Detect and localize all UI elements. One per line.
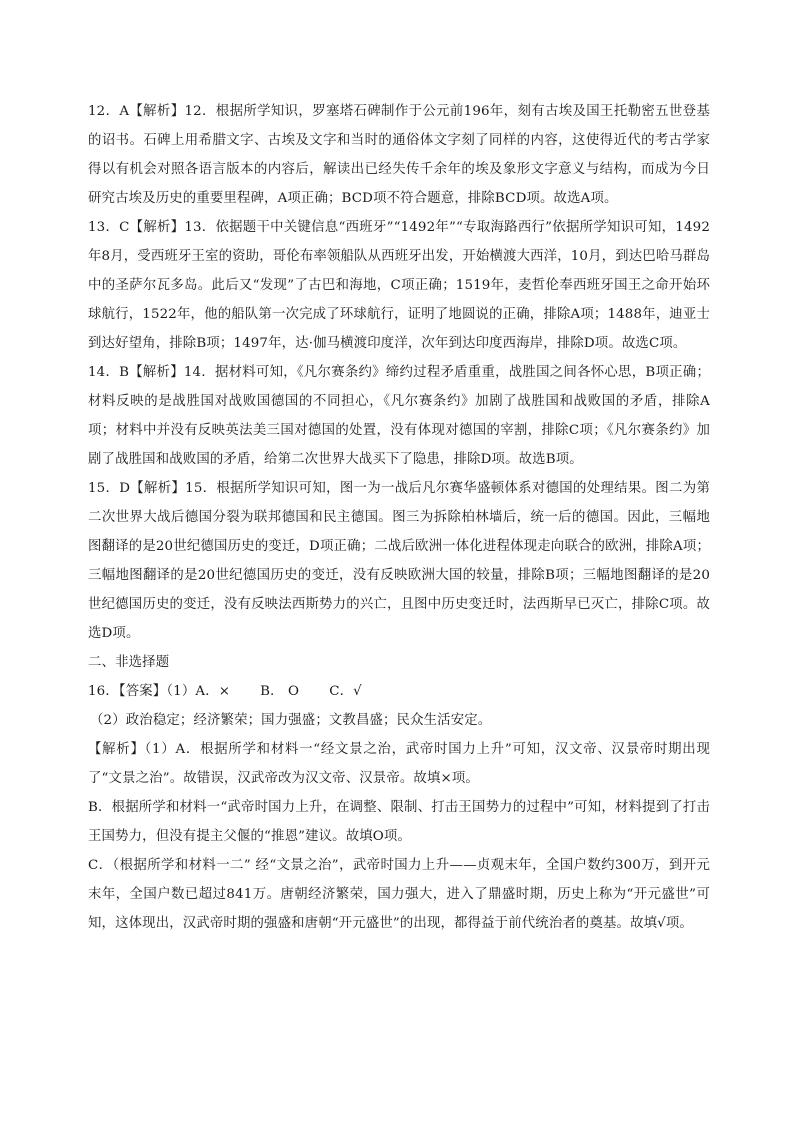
answer-16-line <box>88 677 710 706</box>
answer-16-part-c: C．√ <box>329 684 362 699</box>
answer-12-paragraph: 12．A【解析】12．根据所学知识，罗塞塔石碑制作于公元前196年，刻有古埃及国王托勒密五世登基的诏书。石碑上用希腊文字、古埃及文字和当时的通俗体文字刻了同样的内容，这使得近代的考古学家得以有机会对照各语言版本的内容后，解读出已经失传千余年的埃及象形文字意义与结构，而成为今日研究古埃及历史的重要里程碑，A项正确；BCD项不符合题意，排除BCD项。故选A项。 <box>88 104 710 206</box>
document-content <box>88 97 710 938</box>
answer-16-part-b: B． O <box>260 684 300 699</box>
answer-16-part2: （2）政治稳定；经济繁荣；国力强盛；文教昌盛；民众生活安定。 <box>90 713 492 728</box>
analysis-16-b: B．根据所学和材料一“武帝时国力上升，在调整、限制、打击王国势力的过程中”可知，材料提到了打击王国势力，但没有提主父偃的“推恩”建议。故填O项。 <box>88 800 710 844</box>
section-heading-non-choice: 二、非选择题 <box>88 655 170 670</box>
answer-13-paragraph: 13．C【解析】13．依据题干中关键信息“西班牙”“1492年”“专取海路西行”依据所学知识可知，1492年8月，受西班牙王室的资助，哥伦布率领船队从西班牙出发，开始横渡大西洋，10月，到达巴哈马群岛中的圣萨尔瓦多岛。此后又“发现”了古巴和海地，C项正确；1519年，麦哲伦奉西班牙国王之命开始环球航行，1522年，他的船队第一次完成了环球航行，证明了地圆说的正确，排除A项；1488年，迪亚士到达好望角，排除B项；1497年，达·伽马横渡印度洋，次年到达印度西海岸，排除D项。故选C项。 <box>88 220 710 351</box>
analysis-16-a: 【解析】（1）A．根据所学和材料一“经文景之治，武帝时国力上升”可知，汉文帝、汉景帝时期出现了“文景之治”。故错误，汉武帝改为汉文帝、汉景帝。故填×项。 <box>88 742 710 786</box>
answer-15-paragraph: 15．D【解析】15．根据所学知识可知，图一为一战后凡尔赛华盛顿体系对德国的处理结果。图二为第二次世界大战后德国分裂为联邦德国和民主德国。图三为拆除柏林墙后，统一后的德国。因此，三幅地图翻译的是20世纪德国历史的变迁，D项正确；二战后欧洲一体化进程体现走向联合的欧洲，排除A项；三幅地图翻译的是20世纪德国历史的变迁，没有反映欧洲大国的较量，排除B项；三幅地图翻译的是20世纪德国历史的变迁，没有反映法西斯势力的兴亡，且图中历史变迁时，法西斯早已灭亡，排除C项。故选D项。 <box>88 481 710 641</box>
answer-16-part-a: 16．【答案】（1）A．× <box>88 684 231 699</box>
analysis-16-c: C．（根据所学和材料一二” 经“文景之治”，武帝时国力上升——贞观末年，全国户数约300万，到开元末年，全国户数已超过841万。唐朝经济繁荣，国力强大，进入了鼎盛时期，历史上称为“开元盛世”可知，这体现出，汉武帝时期的强盛和唐朝“开元盛世”的出现，都得益于前代统治者的奠基。故填√项。 <box>88 858 710 931</box>
answer-14-paragraph: 14．B【解析】14．据材料可知，《凡尔赛条约》缔约过程矛盾重重，战胜国之间各怀心思，B项正确；材料反映的是战胜国对战败国德国的不同担心，《凡尔赛条约》加剧了战胜国和战败国的矛盾，排除A项；材料中并没有反映英法美三国对德国的处置，没有体现对德国的宰割，排除C项；《凡尔赛条约》加剧了战胜国和战败国的矛盾，给第二次世界大战买下了隐患，排除D项。故选B项。 <box>88 365 710 467</box>
